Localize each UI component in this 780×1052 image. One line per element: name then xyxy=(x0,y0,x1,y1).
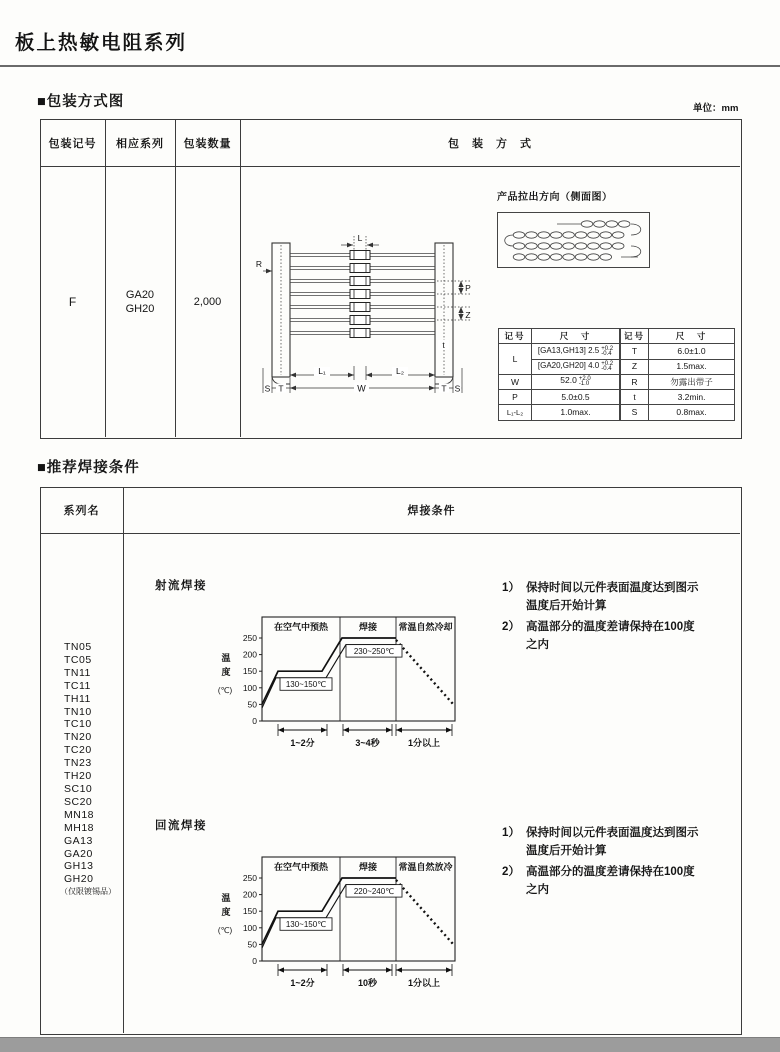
dim-left-W-text: 52.0 xyxy=(560,375,577,386)
soldering-notes-reflow xyxy=(502,825,712,903)
dim-left-L-row1 xyxy=(532,344,620,359)
dim-left-header-size: 尺 寸 xyxy=(532,329,620,344)
jet-soldering-profile-chart xyxy=(212,600,470,752)
dim-right-t-sym: t xyxy=(621,390,649,405)
page-edge-shadow xyxy=(0,1037,780,1052)
col-header-series: 相应系列 xyxy=(116,137,164,150)
dim-left-P-sym: P xyxy=(499,390,532,405)
dim-label-t: t xyxy=(442,340,445,350)
svg-text:250: 250 xyxy=(242,633,257,643)
col-header-packing-mark: 包装记号 xyxy=(48,137,97,150)
dim-left-header-sym: 记号 xyxy=(499,329,532,344)
unit-note: 单位：mm xyxy=(693,103,739,114)
note-item xyxy=(502,580,712,615)
reflow-soldering-profile-chart xyxy=(212,840,470,992)
svg-text:50: 50 xyxy=(247,939,257,950)
series-item: TN05 xyxy=(64,641,92,653)
note-item xyxy=(502,619,712,654)
quantity-value: 2,000 xyxy=(193,295,222,308)
dim-left-L-sym: L xyxy=(499,344,532,375)
series-item: TC05 xyxy=(64,653,92,666)
dim-left-W-sym: W xyxy=(499,374,532,389)
dim-label-Z: Z xyxy=(465,310,471,320)
soldering-section-title: ■推荐焊接条件 xyxy=(37,460,140,476)
svg-text:度: 度 xyxy=(221,907,231,917)
note-item xyxy=(502,825,712,860)
dim-label-S-left: S xyxy=(264,383,271,394)
dim-label-T-left: T xyxy=(278,383,284,394)
series-name-list xyxy=(60,641,116,899)
note-marker: 1） xyxy=(502,582,520,594)
note-item xyxy=(502,864,712,899)
dim-left-L1L2-val: 1.0max. xyxy=(532,405,620,420)
svg-text:在空气中预热: 在空气中预热 xyxy=(273,862,329,872)
series-item: TC10 xyxy=(64,718,92,731)
dim-right-T-val: 6.0±1.0 xyxy=(649,344,735,359)
dim-label-P: P xyxy=(465,283,471,293)
series-item: SC10 xyxy=(64,782,93,795)
series-item: SC20 xyxy=(64,795,93,808)
series-item: GH13 xyxy=(64,860,94,873)
dim-left-L1L2-sym: L₁-L₂ xyxy=(499,405,532,420)
soldering-table-divider xyxy=(123,487,124,1033)
note-text: 高温部分的温度差请保持在100度之内 xyxy=(526,621,695,651)
svg-text:250: 250 xyxy=(242,873,257,883)
col-header-quantity: 包装数量 xyxy=(183,137,232,150)
series-line-1: GA20 xyxy=(125,288,155,301)
dim-left-L-row1-text: [GA13,GH13] 2.5 xyxy=(537,345,600,355)
series-item: MH18 xyxy=(64,821,95,834)
dim-left-L-row2-tol: +0.2 -0.4 xyxy=(601,360,614,373)
dimension-table-right xyxy=(620,328,735,421)
svg-text:200: 200 xyxy=(242,889,257,900)
dim-label-W: W xyxy=(357,383,366,394)
chart-jet-title: 射流焊接 xyxy=(155,580,207,592)
svg-text:焊接: 焊接 xyxy=(358,862,378,872)
svg-text:10秒: 10秒 xyxy=(357,978,378,988)
series-item: TC20 xyxy=(64,744,92,757)
svg-text:130~150℃: 130~150℃ xyxy=(285,680,327,689)
dim-right-header-size: 尺 寸 xyxy=(649,329,735,344)
dim-left-L-row2 xyxy=(532,359,620,374)
series-line-2: GH20 xyxy=(125,302,155,315)
note-text: 高温部分的温度差请保持在100度之内 xyxy=(526,866,695,896)
svg-text:50: 50 xyxy=(247,699,257,710)
chart-reflow-title: 回流焊接 xyxy=(155,820,207,832)
series-item: MN18 xyxy=(64,808,95,821)
series-item: TN10 xyxy=(64,705,92,718)
dim-right-Z-val: 1.5max. xyxy=(649,359,735,374)
dim-right-R-val: 勿露出带子 xyxy=(649,374,735,389)
svg-text:130~150℃: 130~150℃ xyxy=(285,920,327,929)
note-marker: 1） xyxy=(502,827,520,839)
dimension-table-left xyxy=(498,328,620,421)
series-item: （仅限镀锡品） xyxy=(60,887,116,897)
dim-label-L: L xyxy=(357,233,363,243)
col-header-packing-method: 包 装 方 式 xyxy=(448,137,532,150)
title-rule xyxy=(0,65,780,67)
dim-label-S-right: S xyxy=(454,383,461,394)
svg-text:3~4秒: 3~4秒 xyxy=(355,738,380,748)
note-text: 保持时间以元件表面温度达到图示温度后开始计算 xyxy=(526,582,699,612)
svg-text:1分以上: 1分以上 xyxy=(407,978,441,988)
dim-right-Z-sym: Z xyxy=(621,359,649,374)
svg-text:温: 温 xyxy=(221,653,231,663)
dim-right-t-val: 3.2min. xyxy=(649,390,735,405)
dim-label-L1: L₁ xyxy=(318,366,326,376)
svg-text:150: 150 xyxy=(242,666,257,677)
svg-text:0: 0 xyxy=(252,956,257,966)
note-marker: 2） xyxy=(502,866,520,878)
series-value xyxy=(105,166,175,437)
series-item: TN11 xyxy=(64,666,91,679)
pullout-direction-label: 产品拉出方向（侧面图） xyxy=(497,192,613,203)
soldering-table-header-line xyxy=(40,533,740,534)
folded-tape-pattern xyxy=(505,221,641,260)
soldering-notes-jet xyxy=(502,580,712,658)
svg-text:温: 温 xyxy=(221,893,231,903)
svg-text:1分以上: 1分以上 xyxy=(407,738,441,748)
component-leads xyxy=(290,251,435,338)
col-header-series-name: 系列名 xyxy=(63,505,100,517)
svg-text:(℃): (℃) xyxy=(217,926,233,935)
svg-text:常温自然冷却: 常温自然冷却 xyxy=(398,622,453,632)
svg-text:200: 200 xyxy=(242,649,257,660)
svg-text:焊接: 焊接 xyxy=(358,622,378,632)
dim-right-R-sym: R xyxy=(621,374,649,389)
col-header-soldering-conditions: 焊接条件 xyxy=(407,505,456,517)
svg-text:230~250℃: 230~250℃ xyxy=(353,647,395,656)
series-item: TH11 xyxy=(64,692,91,705)
dim-left-W-val xyxy=(532,374,620,389)
dim-right-header-sym: 记号 xyxy=(621,329,649,344)
svg-text:100: 100 xyxy=(242,682,257,693)
dim-left-L-row1-tol: +0.2 -0.4 xyxy=(601,345,614,357)
note-text: 保持时间以元件表面温度达到图示温度后开始计算 xyxy=(526,827,699,857)
dim-right-T-sym: T xyxy=(621,344,649,359)
page-title: 板上热敏电阻系列 xyxy=(15,32,188,54)
series-item: GH20 xyxy=(64,873,94,886)
svg-text:150: 150 xyxy=(242,906,257,917)
svg-text:220~240℃: 220~240℃ xyxy=(353,887,395,896)
dim-right-S-val: 0.8max. xyxy=(649,405,735,420)
svg-text:度: 度 xyxy=(221,667,231,677)
series-item: TH20 xyxy=(64,770,92,783)
dim-right-S-sym: S xyxy=(621,405,649,420)
packing-mark-value: F xyxy=(68,294,77,309)
svg-text:1~2分: 1~2分 xyxy=(290,738,315,748)
dim-label-R: R xyxy=(255,259,263,269)
svg-text:0: 0 xyxy=(252,716,257,726)
dim-left-W-tol: +2.0 -1.0 xyxy=(578,376,591,388)
dim-label-T-right: T xyxy=(441,383,447,394)
series-item: TN20 xyxy=(64,731,92,744)
dim-label-L2: L₂ xyxy=(395,366,405,376)
svg-text:100: 100 xyxy=(242,922,257,933)
svg-text:(℃): (℃) xyxy=(217,686,233,695)
dim-left-L-row2-text: [GA20,GH20] 4.0 xyxy=(537,361,600,371)
packaging-tape-diagram xyxy=(240,218,475,403)
packaging-section-title: ■包装方式图 xyxy=(37,94,125,110)
svg-text:常温自然放冷: 常温自然放冷 xyxy=(398,862,453,872)
series-item: TC11 xyxy=(64,679,91,692)
svg-text:1~2分: 1~2分 xyxy=(290,978,315,988)
svg-text:在空气中预热: 在空气中预热 xyxy=(273,622,329,632)
series-item: TN23 xyxy=(64,757,92,770)
series-item: GA13 xyxy=(64,834,93,847)
dim-left-P-val: 5.0±0.5 xyxy=(532,390,620,405)
pullout-side-view xyxy=(497,212,650,268)
note-marker: 2） xyxy=(502,621,520,633)
series-item: GA20 xyxy=(64,847,93,860)
